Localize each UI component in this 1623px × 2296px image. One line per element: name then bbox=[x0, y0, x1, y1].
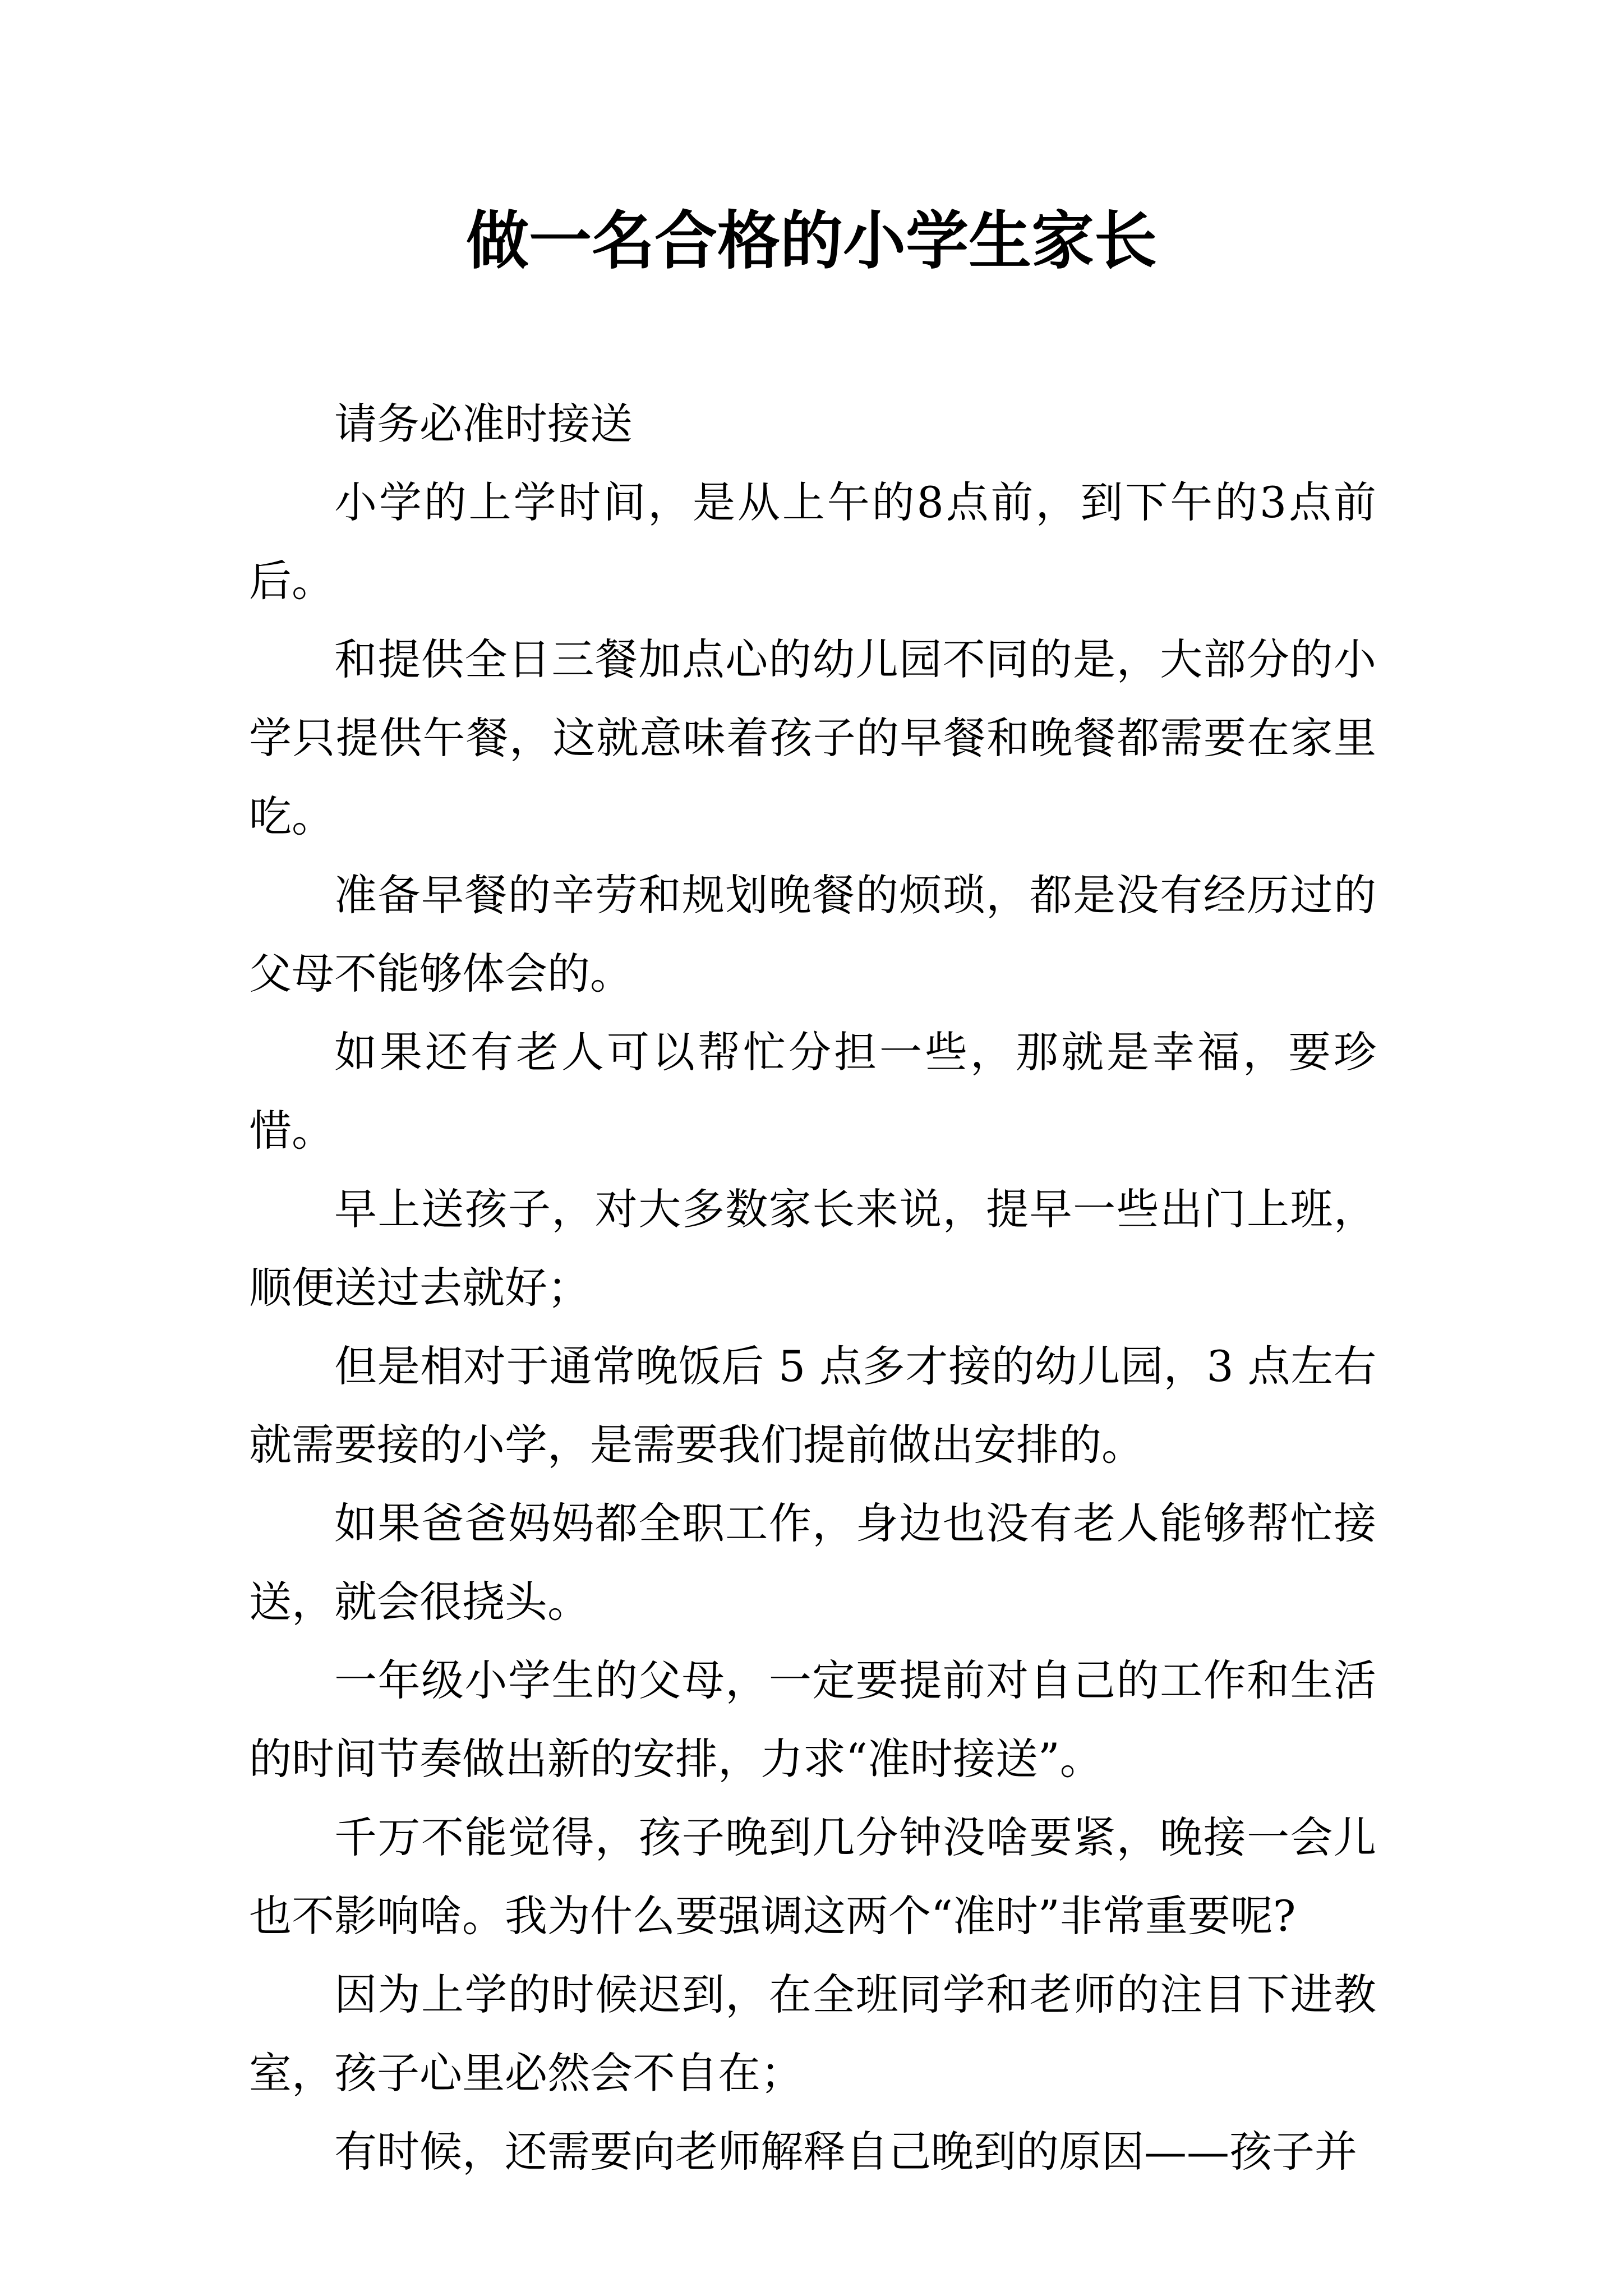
paragraph: 如果爸爸妈妈都全职工作，身边也没有老人能够帮忙接送，就会很挠头。 bbox=[249, 1498, 1376, 1627]
paragraph: 一年级小学生的父母，一定要提前对自己的工作和生活的时间节奏做出新的安排，力求“准时接送”。 bbox=[249, 1655, 1376, 1784]
paragraph: 有时候，还需要向老师解释自己晚到的原因——孩子并 bbox=[334, 2127, 1357, 2177]
paragraph: 如果还有老人可以帮忙分担一些，那就是幸福，要珍惜。 bbox=[249, 1027, 1376, 1156]
paragraph: 准备早餐的辛劳和规划晚餐的烦琐，都是没有经历过的父母不能够体会的。 bbox=[249, 870, 1376, 999]
paragraph: 早上送孩子，对大多数家长来说，提早一些出门上班，顺便送过去就好； bbox=[249, 1184, 1376, 1313]
paragraph: 但是相对于通常晚饭后 5 点多才接的幼儿园，3 点左右就需要接的小学，是需要我们提前做出安排的。 bbox=[249, 1341, 1376, 1470]
document-title: 做一名合格的小学生家长 bbox=[466, 204, 1157, 278]
paragraph-heading: 请务必准时接送 bbox=[334, 399, 633, 449]
paragraph: 和提供全日三餐加点心的幼儿园不同的是，大部分的小学只提供午餐，这就意味着孩子的早餐和晚餐都需要在家里吃。 bbox=[249, 634, 1376, 841]
paragraph: 小学的上学时间，是从上午的8点前，到下午的3点前后。 bbox=[249, 477, 1376, 606]
paragraph: 因为上学的时候迟到，在全班同学和老师的注目下进教室，孩子心里必然会不自在； bbox=[249, 1970, 1376, 2098]
document-body bbox=[249, 385, 1376, 2191]
paragraph: 千万不能觉得，孩子晚到几分钟没啥要紧，晚接一会儿也不影响啥。我为什么要强调这两个“准时”非常重要呢? bbox=[249, 1812, 1376, 1941]
